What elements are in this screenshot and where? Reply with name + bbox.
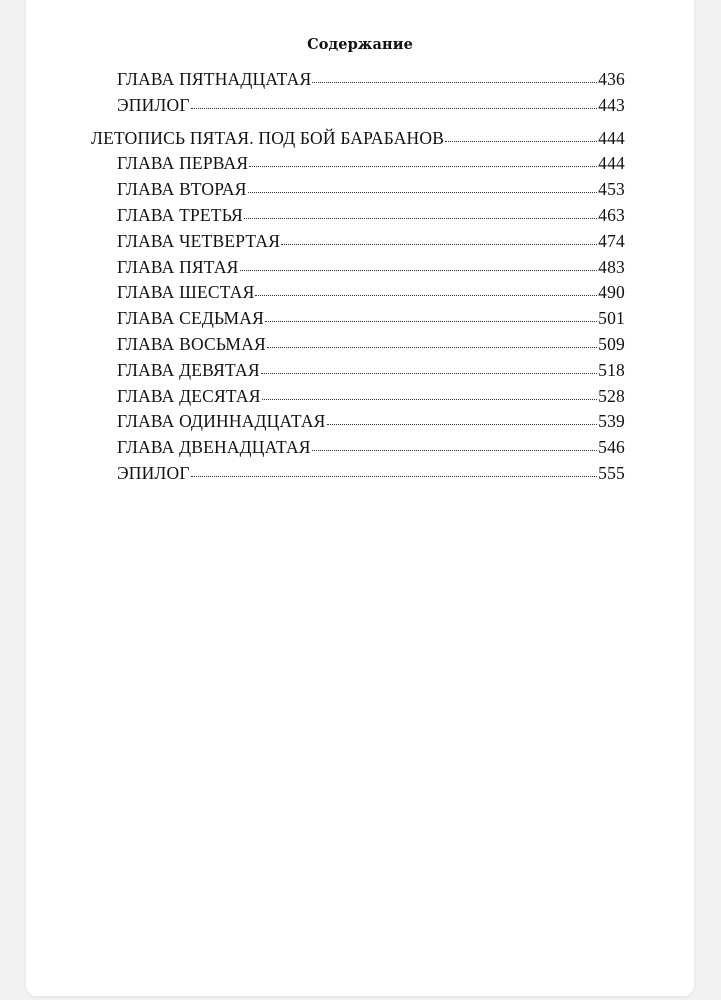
toc-entry[interactable] (91, 463, 625, 489)
toc-entry-label: ЭПИЛОГ (117, 94, 190, 115)
toc-entry[interactable] (91, 386, 625, 412)
toc-entry[interactable] (91, 360, 625, 386)
toc-entry[interactable] (91, 69, 625, 95)
toc-entry-page-number: 463 (598, 204, 625, 225)
toc-entry[interactable] (91, 257, 625, 283)
toc-entry-label: ГЛАВА СЕДЬМАЯ (117, 308, 265, 329)
toc-entry-page-number: 436 (598, 69, 625, 89)
toc-entry[interactable] (91, 179, 625, 205)
dot-leader (261, 373, 597, 374)
toc-entry-page-number: 501 (598, 308, 625, 329)
dot-leader (265, 321, 597, 322)
toc-entry[interactable] (91, 231, 625, 257)
toc-entry-label: ГЛАВА ШЕСТАЯ (117, 282, 255, 303)
toc-entry-label: ГЛАВА ДЕВЯТАЯ (117, 359, 260, 380)
dot-leader (249, 166, 597, 167)
toc-entry-page-number: 518 (598, 359, 625, 380)
dot-leader (327, 424, 598, 425)
toc-entry[interactable] (91, 308, 625, 334)
toc-section-entry[interactable] (91, 128, 625, 154)
toc-entry[interactable] (91, 411, 625, 437)
toc-entry-label: ГЛАВА ОДИННАДЦАТАЯ (117, 411, 326, 432)
toc-entry-label: ЭПИЛОГ (117, 462, 190, 483)
toc-entry-page-number: 444 (598, 153, 625, 174)
dot-leader (267, 347, 597, 348)
toc-entry[interactable] (91, 282, 625, 308)
toc-entry[interactable] (91, 437, 625, 463)
toc-entry-label: ГЛАВА ЧЕТВЕРТАЯ (117, 230, 281, 251)
toc-entry[interactable] (91, 205, 625, 231)
dot-leader (191, 476, 597, 477)
dot-leader (312, 82, 597, 83)
toc-entry-page-number: 453 (598, 179, 625, 200)
toc-entry-label: ГЛАВА ВОСЬМАЯ (117, 333, 266, 354)
toc-list (91, 69, 625, 489)
toc-entry-label: ЛЕТОПИСЬ ПЯТАЯ. ПОД БОЙ БАРАБАНОВ (91, 127, 445, 148)
toc-entry-page-number: 555 (598, 462, 625, 483)
dot-leader (312, 450, 597, 451)
toc-entry-page-number: 539 (598, 411, 625, 432)
toc-entry-label: ГЛАВА ПЯТНАДЦАТАЯ (117, 69, 312, 89)
toc-entry-page-number: 528 (598, 385, 625, 406)
toc-entry[interactable] (91, 153, 625, 179)
toc-entry-page-number: 474 (598, 230, 625, 251)
toc-entry-label: ГЛАВА ДЕСЯТАЯ (117, 385, 261, 406)
toc-title: Содержание (307, 36, 413, 53)
toc-entry-label: ГЛАВА ВТОРАЯ (117, 179, 247, 200)
dot-leader (445, 141, 597, 142)
toc-entry-page-number: 509 (598, 333, 625, 354)
toc-entry-page-number: 443 (598, 94, 625, 115)
dot-leader (262, 399, 598, 400)
dot-leader (281, 244, 597, 245)
toc-entry-label: ГЛАВА ПЯТАЯ (117, 256, 239, 277)
toc-entry-page-number: 444 (598, 127, 625, 148)
toc-entry-page-number: 483 (598, 256, 625, 277)
toc-entry-label: ГЛАВА ПЕРВАЯ (117, 153, 249, 174)
toc-entry[interactable] (91, 334, 625, 360)
dot-leader (240, 270, 598, 271)
document-page (26, 0, 694, 996)
dot-leader (248, 192, 598, 193)
toc-entry[interactable] (91, 95, 625, 121)
toc-entry-page-number: 490 (598, 282, 625, 303)
toc-entry-label: ГЛАВА ТРЕТЬЯ (117, 204, 243, 225)
dot-leader (244, 218, 597, 219)
dot-leader (191, 108, 597, 109)
dot-leader (255, 295, 597, 296)
toc-entry-page-number: 546 (598, 437, 625, 458)
toc-entry-label: ГЛАВА ДВЕНАДЦАТАЯ (117, 437, 311, 458)
